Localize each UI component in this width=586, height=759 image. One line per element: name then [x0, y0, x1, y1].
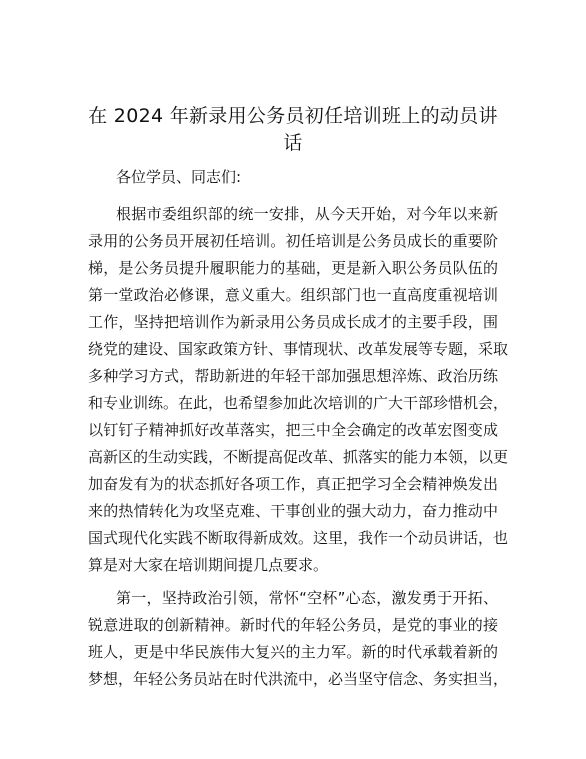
greeting: 各位学员、同志们: — [116, 168, 242, 186]
paragraph-1-line: 和专业训练。在此，也希望参加此次培训的广大干部珍惜机会， — [88, 394, 509, 412]
paragraph-1-line: 梯，是公务员提升履职能力的基础，更是新入职公务员队伍的 — [88, 259, 498, 277]
paragraph-2-line: 第一，坚持政治引领，常怀“空杯”心态，激发勇于开拓、 — [116, 589, 498, 607]
paragraph-1-line: 录用的公务员开展初任培训。初任培训是公务员成长的重要阶 — [88, 232, 498, 250]
paragraph-1-line: 根据市委组织部的统一安排，从今天开始，对今年以来新 — [116, 205, 498, 223]
paragraph-2-line: 班人，更是中华民族伟大复兴的主力军。新的时代承载着新的 — [88, 643, 498, 661]
paragraph-1-line: 来的热情转化为攻坚克难、干事创业的强大动力，奋力推动中 — [88, 502, 498, 520]
paragraph-1-line: 以钉钉子精神抓好改革落实，把三中全会确定的改革宏图变成 — [88, 421, 498, 439]
paragraph-1-line: 绕党的建设、国家政策方针、事情现状、改革发展等专题，采取 — [88, 340, 509, 358]
paragraph-2-line: 梦想，年轻公务员站在时代洪流中，必当坚守信念、务实担当， — [88, 670, 509, 688]
document-title-line-1: 在 2024 年新录用公务员初任培训班上的动员讲 — [88, 105, 498, 127]
paragraph-1-line: 工作，坚持把培训作为新录用公务员成长成才的主要手段，围 — [88, 313, 498, 331]
paragraph-1-line: 多种学习方式，帮助新进的年轻干部加强思想淬炼、政治历练 — [88, 367, 498, 385]
paragraph-1-line: 算是对大家在培训期间提几点要求。 — [88, 556, 329, 574]
document-title-line-2: 话 — [283, 132, 303, 154]
paragraph-2-line: 锐意进取的创新精神。新时代的年轻公务员，是党的事业的接 — [88, 616, 498, 634]
paragraph-1-line: 第一堂政治必修课，意义重大。组织部门也一直高度重视培训 — [88, 286, 498, 304]
paragraph-1-line: 加奋发有为的状态抓好各项工作，真正把学习全会精神焕发出 — [88, 475, 498, 493]
paragraph-1-line: 高新区的生动实践，不断提高促改革、抓落实的能力本领，以更 — [88, 448, 509, 466]
paragraph-1-line: 国式现代化实践不断取得新成效。这里，我作一个动员讲话，也 — [88, 529, 509, 547]
